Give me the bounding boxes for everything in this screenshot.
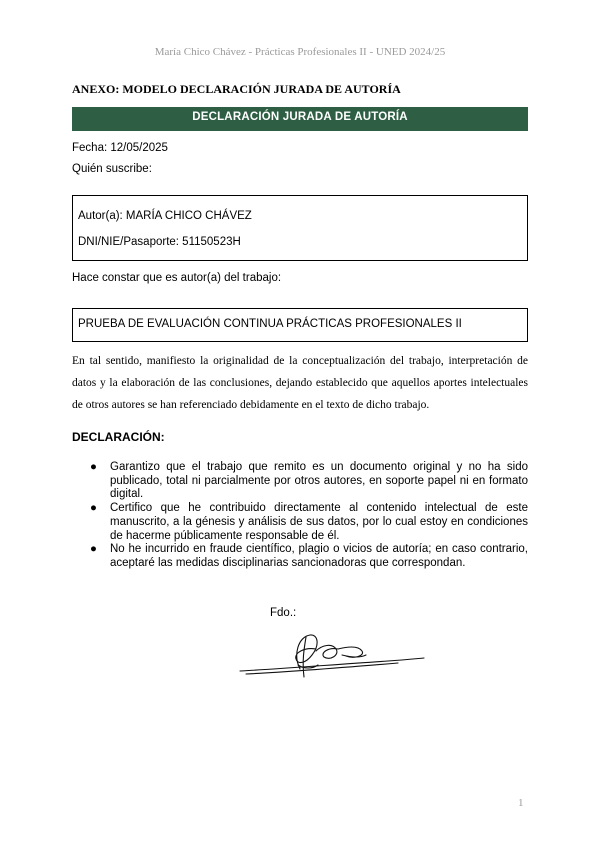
list-item <box>90 543 528 570</box>
author-name: Autor(a): MARÍA CHICO CHÁVEZ <box>78 210 252 222</box>
bullet-icon: ● <box>90 543 97 556</box>
authorship-statement: Hace constar que es autor(a) del trabajo: <box>72 272 282 284</box>
declaration-title-bar: DECLARACIÓN JURADA DE AUTORÍA <box>72 107 528 131</box>
author-dni: DNI/NIE/Pasaporte: 51150523H <box>78 236 241 248</box>
list-item-text: No he incurrido en fraude científico, plagio o vicios de autoría; en caso contrario, aceptaré las medidas disciplinarias sancionadoras que correspondan. <box>110 543 528 569</box>
declaration-heading: DECLARACIÓN: <box>72 430 165 444</box>
page-number: 1 <box>518 797 524 809</box>
list-item <box>90 502 528 543</box>
work-title-box <box>72 308 528 342</box>
declaration-list <box>90 461 528 571</box>
bullet-icon: ● <box>90 461 97 473</box>
author-info-box <box>72 195 528 261</box>
signature-label: Fdo.: <box>270 607 297 619</box>
subscriber-label: Quién suscribe: <box>72 163 152 175</box>
bullet-icon: ● <box>90 502 97 515</box>
list-item <box>90 461 528 502</box>
running-header: María Chico Chávez - Prácticas Profesionales II - UNED 2024/25 <box>154 46 446 58</box>
work-title: PRUEBA DE EVALUACIÓN CONTINUA PRÁCTICAS PROFESIONALES II <box>78 318 462 330</box>
annex-title: ANEXO: MODELO DECLARACIÓN JURADA DE AUTORÍA <box>72 82 401 96</box>
signature-image <box>238 625 428 685</box>
list-item-text: Certifico que he contribuido directamente al contenido intelectual de este manuscrito, a la génesis y análisis de sus datos, por lo cual estoy en condiciones de hacerme públicamente responsable de él. <box>110 502 528 542</box>
date-line: Fecha: 12/05/2025 <box>72 142 168 154</box>
list-item-text: Garantizo que el trabajo que remito es un documento original y no ha sido publicado, total ni parcialmente por otros autores, en soporte papel ni en formato digital. <box>110 461 528 501</box>
originality-paragraph: En tal sentido, manifiesto la originalidad de la conceptualización del trabajo, interpretación de datos y la elaboración de las conclusiones, dejando establecido que aquellos aportes intelectuales de otros autores se han referenciado debidamente en el texto de dicho trabajo. <box>72 355 528 411</box>
